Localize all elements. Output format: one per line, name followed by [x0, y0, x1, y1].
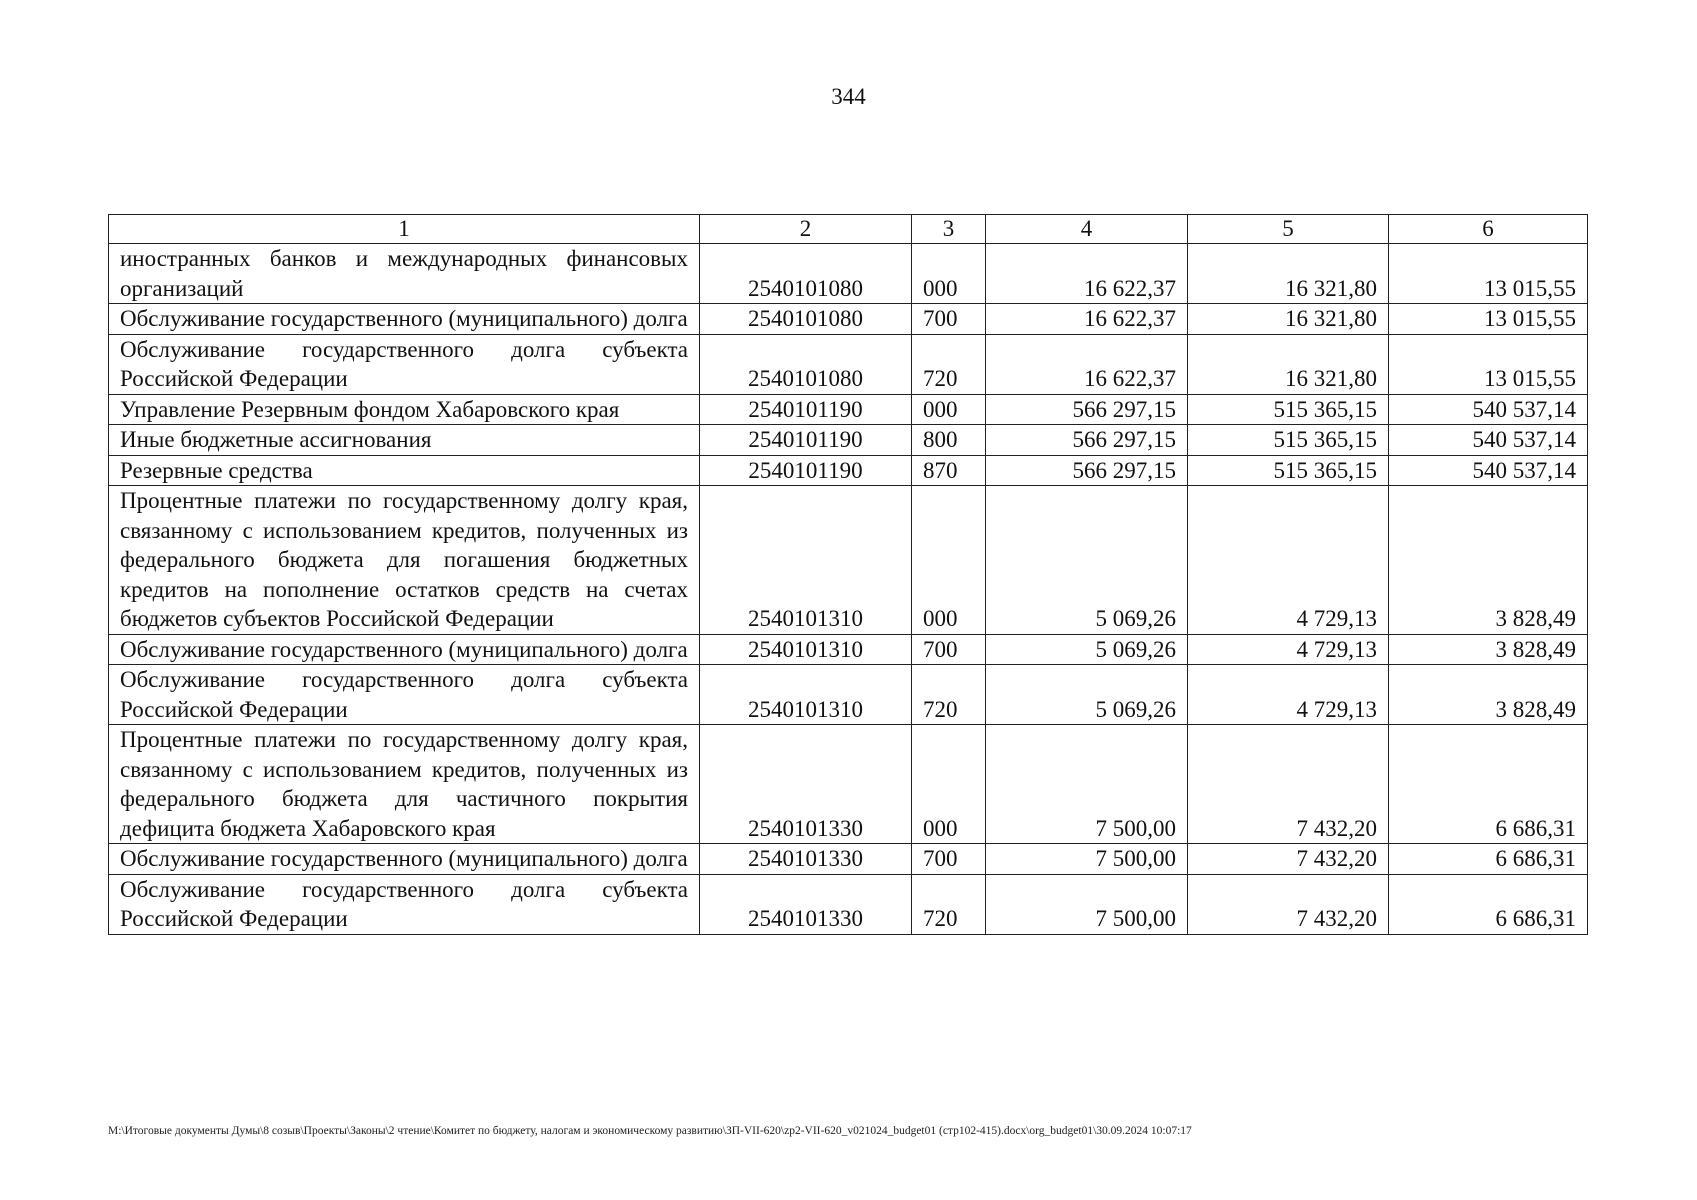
file-path-footer: М:\Итоговые документы Думы\8 созыв\Проекты\Законы\2 чтение\Комитет по бюджету, налогам и экономическому развитию\ЗП-VII-620\zp2-VII-620_v021024_budget01 (стр102-415).docx\org_budget01\30.09.2024 10:07:17: [108, 1125, 1192, 1137]
amount-cell: 5 069,26: [986, 486, 1188, 635]
column-header: 6: [1389, 215, 1588, 244]
expense-type-cell: 700: [912, 304, 986, 335]
column-header: 5: [1188, 215, 1389, 244]
target-code-cell: 2540101310: [700, 486, 912, 635]
expense-type-cell: 000: [912, 725, 986, 844]
target-code-cell: 2540101330: [700, 725, 912, 844]
target-code-cell: 2540101190: [700, 455, 912, 486]
amount-cell: 515 365,15: [1188, 394, 1389, 425]
amount-cell: 3 828,49: [1389, 486, 1588, 635]
table-row: [109, 244, 1588, 304]
amount-cell: 7 500,00: [986, 725, 1188, 844]
amount-cell: 7 432,20: [1188, 725, 1389, 844]
table-row: [109, 634, 1588, 665]
expense-type-cell: 700: [912, 844, 986, 875]
row-name-cell: Процентные платежи по государственному долгу края, связанному с использованием кредитов, полученных из федерального бюджета для частичного покрытия дефицита бюджета Хабаровского края: [109, 725, 700, 844]
amount-cell: 7 432,20: [1188, 874, 1389, 934]
table-header-row: [109, 215, 1588, 244]
amount-cell: 515 365,15: [1188, 425, 1389, 456]
amount-cell: 3 828,49: [1389, 665, 1588, 725]
column-header: 4: [986, 215, 1188, 244]
table-row: [109, 725, 1588, 844]
target-code-cell: 2540101310: [700, 634, 912, 665]
amount-cell: 6 686,31: [1389, 844, 1588, 875]
target-code-cell: 2540101310: [700, 665, 912, 725]
amount-cell: 4 729,13: [1188, 486, 1389, 635]
row-name-cell: Обслуживание государственного (муниципального) долга: [109, 844, 700, 875]
amount-cell: 13 015,55: [1389, 334, 1588, 394]
amount-cell: 540 537,14: [1389, 455, 1588, 486]
table-row: [109, 665, 1588, 725]
target-code-cell: 2540101080: [700, 304, 912, 335]
amount-cell: 16 321,80: [1188, 334, 1389, 394]
expense-type-cell: 700: [912, 634, 986, 665]
expense-type-cell: 720: [912, 874, 986, 934]
page-number: 344: [831, 84, 866, 109]
target-code-cell: 2540101330: [700, 874, 912, 934]
table-row: [109, 455, 1588, 486]
table-row: [109, 304, 1588, 335]
column-header: 3: [912, 215, 986, 244]
row-name-cell: Управление Резервным фондом Хабаровского края: [109, 394, 700, 425]
expense-type-cell: 000: [912, 244, 986, 304]
column-header: 1: [109, 215, 700, 244]
amount-cell: 6 686,31: [1389, 874, 1588, 934]
amount-cell: 16 321,80: [1188, 244, 1389, 304]
expense-type-cell: 870: [912, 455, 986, 486]
expense-type-cell: 800: [912, 425, 986, 456]
target-code-cell: 2540101190: [700, 394, 912, 425]
amount-cell: 7 500,00: [986, 844, 1188, 875]
amount-cell: 566 297,15: [986, 455, 1188, 486]
amount-cell: 540 537,14: [1389, 425, 1588, 456]
row-name-cell: Резервные средства: [109, 455, 700, 486]
amount-cell: 6 686,31: [1389, 725, 1588, 844]
amount-cell: 5 069,26: [986, 665, 1188, 725]
amount-cell: 540 537,14: [1389, 394, 1588, 425]
amount-cell: 566 297,15: [986, 394, 1188, 425]
row-name-cell: Обслуживание государственного (муниципального) долга: [109, 634, 700, 665]
row-name-cell: Обслуживание государственного (муниципального) долга: [109, 304, 700, 335]
budget-table: [108, 214, 1588, 935]
target-code-cell: 2540101080: [700, 334, 912, 394]
amount-cell: 13 015,55: [1389, 244, 1588, 304]
amount-cell: 7 432,20: [1188, 844, 1389, 875]
expense-type-cell: 720: [912, 665, 986, 725]
row-name-cell: Иные бюджетные ассигнования: [109, 425, 700, 456]
amount-cell: 566 297,15: [986, 425, 1188, 456]
expense-type-cell: 000: [912, 394, 986, 425]
amount-cell: 16 622,37: [986, 244, 1188, 304]
amount-cell: 4 729,13: [1188, 665, 1389, 725]
amount-cell: 515 365,15: [1188, 455, 1389, 486]
amount-cell: 13 015,55: [1389, 304, 1588, 335]
target-code-cell: 2540101330: [700, 844, 912, 875]
row-name-cell: Обслуживание государственного долга субъекта Российской Федерации: [109, 665, 700, 725]
amount-cell: 5 069,26: [986, 634, 1188, 665]
expense-type-cell: 000: [912, 486, 986, 635]
amount-cell: 4 729,13: [1188, 634, 1389, 665]
row-name-cell: Обслуживание государственного долга субъекта Российской Федерации: [109, 334, 700, 394]
amount-cell: 3 828,49: [1389, 634, 1588, 665]
target-code-cell: 2540101080: [700, 244, 912, 304]
amount-cell: 16 321,80: [1188, 304, 1389, 335]
amount-cell: 16 622,37: [986, 304, 1188, 335]
row-name-cell: Процентные платежи по государственному долгу края, связанному с использованием кредитов, полученных из федерального бюджета для погашения бюджетных кредитов на пополнение остатков средств на счетах бюджетов субъектов Российской Федерации: [109, 486, 700, 635]
table-row: [109, 874, 1588, 934]
column-header: 2: [700, 215, 912, 244]
expense-type-cell: 720: [912, 334, 986, 394]
table-row: [109, 334, 1588, 394]
table-body: [109, 244, 1588, 935]
amount-cell: 16 622,37: [986, 334, 1188, 394]
table-row: [109, 844, 1588, 875]
table-row: [109, 486, 1588, 635]
table-row: [109, 394, 1588, 425]
row-name-cell: иностранных банков и международных финансовых организаций: [109, 244, 700, 304]
amount-cell: 7 500,00: [986, 874, 1188, 934]
row-name-cell: Обслуживание государственного долга субъекта Российской Федерации: [109, 874, 700, 934]
target-code-cell: 2540101190: [700, 425, 912, 456]
table-row: [109, 425, 1588, 456]
